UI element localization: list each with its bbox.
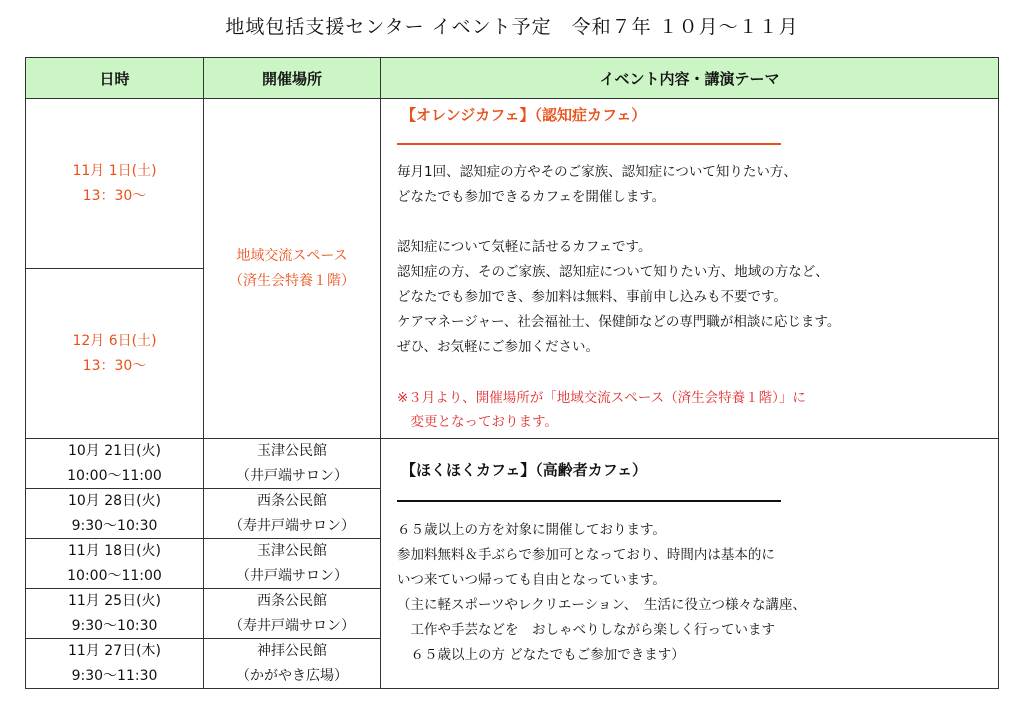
hokuhoku-venue-2 [203, 488, 381, 539]
orange-cafe-content [380, 98, 999, 439]
hokuhoku-venue-3 [203, 538, 381, 589]
orange-desc-line: ぜひ、お気軽にご参加ください。 [397, 339, 599, 355]
hokuhoku-desc-line: ６５歳以上の方 どなたでもご参加できます） [397, 647, 685, 663]
venue-sub: （井戸端サロン） [236, 567, 348, 584]
session-time: 10:00～11:00 [67, 567, 162, 584]
hokuhoku-desc-line: いつ来ていつ帰っても自由となっています。 [397, 572, 666, 588]
venue-name: 玉津公民館 [257, 542, 327, 559]
page-title: 地域包括支援センター イベント予定 令和７年 １０月～１１月 [225, 16, 799, 38]
hokuhoku-desc-line: 工作や手芸などを おしゃべりしながら楽しく行っています [397, 622, 775, 638]
orange-desc-line: 認知症について気軽に話せるカフェです。 [397, 239, 652, 255]
session-time: 9:30～10:30 [71, 517, 158, 534]
hokuhoku-session-3 [25, 538, 204, 589]
venue-name: 玉津公民館 [257, 442, 327, 459]
session-date: 12月 6日(土) [72, 332, 157, 349]
hokuhoku-session-5 [25, 638, 204, 689]
orange-session-2 [25, 268, 204, 439]
venue-name: 西条公民館 [257, 492, 327, 509]
hokuhoku-venue-5 [203, 638, 381, 689]
hokuhoku-desc-line: ６５歳以上の方を対象に開催しております。 [397, 522, 666, 538]
venue-name: 西条公民館 [257, 592, 327, 609]
session-date: 10月 21日(火) [67, 442, 161, 459]
orange-desc-line: どなたでも参加でき、参加料は無料、事前申し込みも不要です。 [397, 289, 787, 305]
header-date: 日時 [25, 57, 204, 99]
session-time: 13：30～ [82, 357, 147, 374]
hokuhoku-cafe-content [380, 438, 999, 689]
hokuhoku-venue-1 [203, 438, 381, 489]
orange-desc-line: ケアマネージャー、社会福祉士、保健師などの専門職が相談に応じます。 [397, 314, 841, 330]
session-time: 9:30～10:30 [71, 617, 158, 634]
session-date: 11月 18日(火) [67, 542, 161, 559]
hokuhoku-cafe-title: 【ほくほくカフェ】（高齢者カフェ） [401, 461, 648, 479]
hokuhoku-desc-line: （主に軽スポーツやレクリエーション、 生活に役立つ様々な講座、 [397, 597, 807, 613]
venue-sub: （済生会特養１階） [229, 272, 355, 289]
hokuhoku-session-1 [25, 438, 204, 489]
hokuhoku-desc-line: 参加料無料＆手ぶらで参加可となっており、時間内は基本的に [397, 547, 775, 563]
venue-sub: （井戸端サロン） [236, 467, 348, 484]
orange-session-1 [25, 98, 204, 269]
venue-sub: （寿井戸端サロン） [229, 617, 355, 634]
venue-name: 地域交流スペース [236, 247, 348, 264]
hokuhoku-venue-4 [203, 588, 381, 639]
session-time: 9:30～11:30 [71, 667, 158, 684]
header-venue: 開催場所 [203, 57, 381, 99]
orange-venue [203, 98, 381, 439]
orange-desc-line: どなたでも参加できるカフェを開催します。 [397, 189, 666, 205]
session-time: 13：30～ [82, 187, 147, 204]
hokuhoku-divider [397, 500, 781, 502]
venue-name: 神拝公民館 [257, 642, 327, 659]
orange-desc-line: 認知症の方、そのご家族、認知症について知りたい方、地域の方など、 [397, 264, 829, 280]
orange-notice-line: ※３月より、開催場所が「地域交流スペース（済生会特養１階）」に [397, 390, 806, 406]
hokuhoku-session-4 [25, 588, 204, 639]
event-table [25, 57, 999, 689]
session-date: 11月 27日(木) [67, 642, 161, 659]
venue-sub: （寿井戸端サロン） [229, 517, 355, 534]
header-content: イベント内容・講演テーマ [380, 57, 999, 99]
session-date: 11月 1日(土) [72, 162, 157, 179]
orange-desc-line: 毎月1回、認知症の方やそのご家族、認知症について知りたい方、 [397, 164, 797, 180]
orange-cafe-title: 【オレンジカフェ】（認知症カフェ） [401, 106, 647, 124]
orange-divider [397, 143, 781, 145]
orange-notice-line: 変更となっております。 [397, 414, 558, 430]
session-date: 11月 25日(火) [67, 592, 161, 609]
venue-sub: （かがやき広場） [236, 667, 348, 684]
session-date: 10月 28日(火) [67, 492, 161, 509]
hokuhoku-session-2 [25, 488, 204, 539]
session-time: 10:00～11:00 [67, 467, 162, 484]
